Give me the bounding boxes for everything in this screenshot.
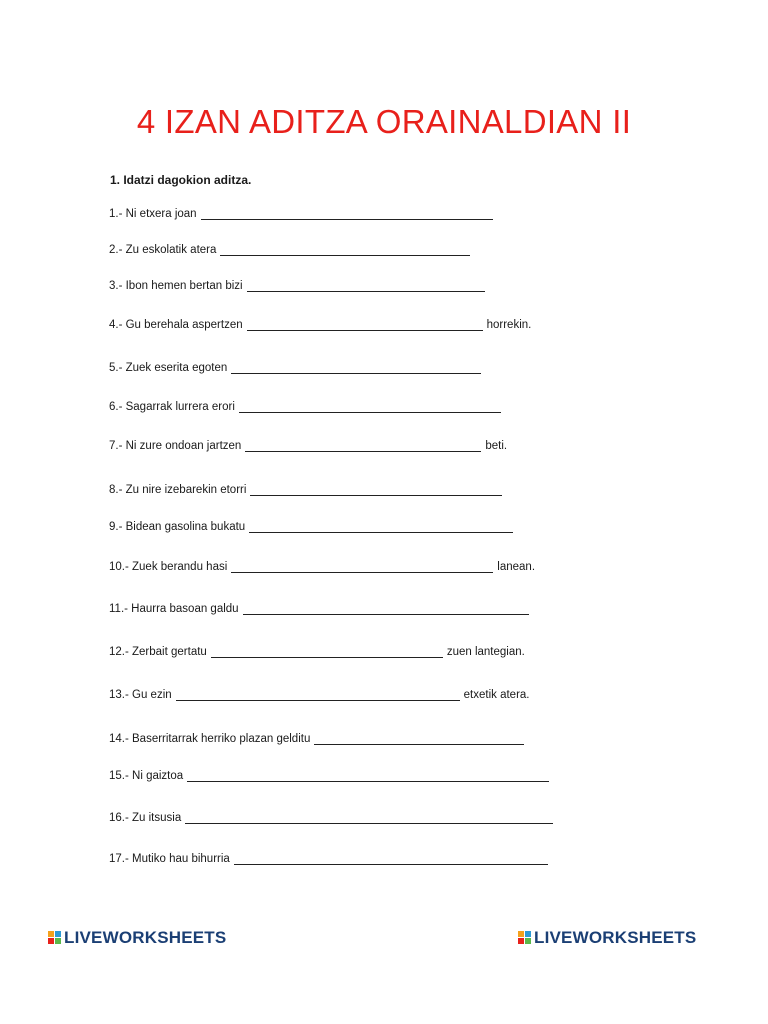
exercise-row bbox=[109, 318, 531, 332]
exercise-prompt: 8.- Zu nire izebarekin etorri bbox=[109, 484, 247, 496]
exercise-row bbox=[109, 400, 505, 414]
exercise-row bbox=[109, 560, 535, 574]
liveworksheets-mark-icon bbox=[518, 931, 532, 945]
exercise-suffix: etxetik atera. bbox=[463, 689, 530, 701]
exercise-row bbox=[109, 520, 517, 534]
answer-blank[interactable] bbox=[247, 280, 485, 292]
exercise-row bbox=[109, 602, 533, 616]
answer-blank[interactable] bbox=[201, 208, 493, 220]
exercise-row bbox=[109, 483, 506, 497]
exercise-prompt: 17.- Mutiko hau bihurria bbox=[109, 853, 230, 865]
exercise-suffix: horrekin. bbox=[486, 319, 532, 331]
exercise-prompt: 13.- Gu ezin bbox=[109, 689, 172, 701]
answer-blank[interactable] bbox=[247, 319, 483, 331]
answer-blank[interactable] bbox=[245, 440, 481, 452]
exercise-prompt: 12.- Zerbait gertatu bbox=[109, 646, 207, 658]
instruction: 1. Idatzi dagokion aditza. bbox=[110, 173, 252, 187]
exercise-prompt: 7.- Ni zure ondoan jartzen bbox=[109, 440, 242, 452]
exercise-row bbox=[109, 769, 553, 783]
exercise-prompt: 5.- Zuek eserita egoten bbox=[109, 362, 228, 374]
liveworksheets-logo-right[interactable] bbox=[518, 928, 696, 948]
answer-blank[interactable] bbox=[249, 521, 513, 533]
liveworksheets-mark-icon bbox=[48, 931, 62, 945]
answer-blank[interactable] bbox=[176, 689, 460, 701]
exercise-row bbox=[109, 732, 528, 746]
exercise-suffix: beti. bbox=[485, 440, 508, 452]
exercise-prompt: 10.- Zuek berandu hasi bbox=[109, 561, 228, 573]
exercise-prompt: 1.- Ni etxera joan bbox=[109, 208, 197, 220]
exercise-row bbox=[109, 361, 485, 375]
exercise-row bbox=[109, 207, 497, 221]
exercise-row bbox=[109, 243, 474, 257]
answer-blank[interactable] bbox=[234, 853, 548, 865]
exercise-prompt: 3.- Ibon hemen bertan bizi bbox=[109, 280, 243, 292]
exercise-prompt: 14.- Baserritarrak herriko plazan gelditu bbox=[109, 733, 311, 745]
exercise-row bbox=[109, 279, 489, 293]
exercise-prompt: 9.- Bidean gasolina bukatu bbox=[109, 521, 246, 533]
answer-blank[interactable] bbox=[239, 401, 501, 413]
answer-blank[interactable] bbox=[250, 484, 502, 496]
exercise-row bbox=[109, 852, 552, 866]
answer-blank[interactable] bbox=[185, 812, 553, 824]
exercise-prompt: 15.- Ni gaiztoa bbox=[109, 770, 184, 782]
exercise-row bbox=[109, 439, 507, 453]
exercise-row bbox=[109, 645, 525, 659]
answer-blank[interactable] bbox=[187, 770, 549, 782]
page-title: 4 IZAN ADITZA ORAINALDIAN II bbox=[136, 103, 632, 140]
answer-blank[interactable] bbox=[231, 362, 481, 374]
exercise-row bbox=[109, 688, 530, 702]
answer-blank[interactable] bbox=[211, 646, 443, 658]
liveworksheets-logo-left[interactable] bbox=[48, 928, 226, 948]
answer-blank[interactable] bbox=[243, 603, 529, 615]
exercise-prompt: 16.- Zu itsusia bbox=[109, 812, 182, 824]
exercise-prompt: 4.- Gu berehala aspertzen bbox=[109, 319, 243, 331]
answer-blank[interactable] bbox=[314, 733, 524, 745]
exercise-suffix: zuen lantegian. bbox=[446, 646, 525, 658]
brand-text: LIVEWORKSHEETS bbox=[534, 928, 697, 947]
answer-blank[interactable] bbox=[220, 244, 470, 256]
exercise-suffix: lanean. bbox=[497, 561, 536, 573]
exercise-prompt: 11.- Haurra basoan galdu bbox=[109, 603, 239, 615]
exercise-prompt: 2.- Zu eskolatik atera bbox=[109, 244, 217, 256]
brand-text: LIVEWORKSHEETS bbox=[64, 928, 227, 947]
exercise-prompt: 6.- Sagarrak lurrera erori bbox=[109, 401, 235, 413]
answer-blank[interactable] bbox=[231, 561, 493, 573]
exercise-row bbox=[109, 811, 557, 825]
